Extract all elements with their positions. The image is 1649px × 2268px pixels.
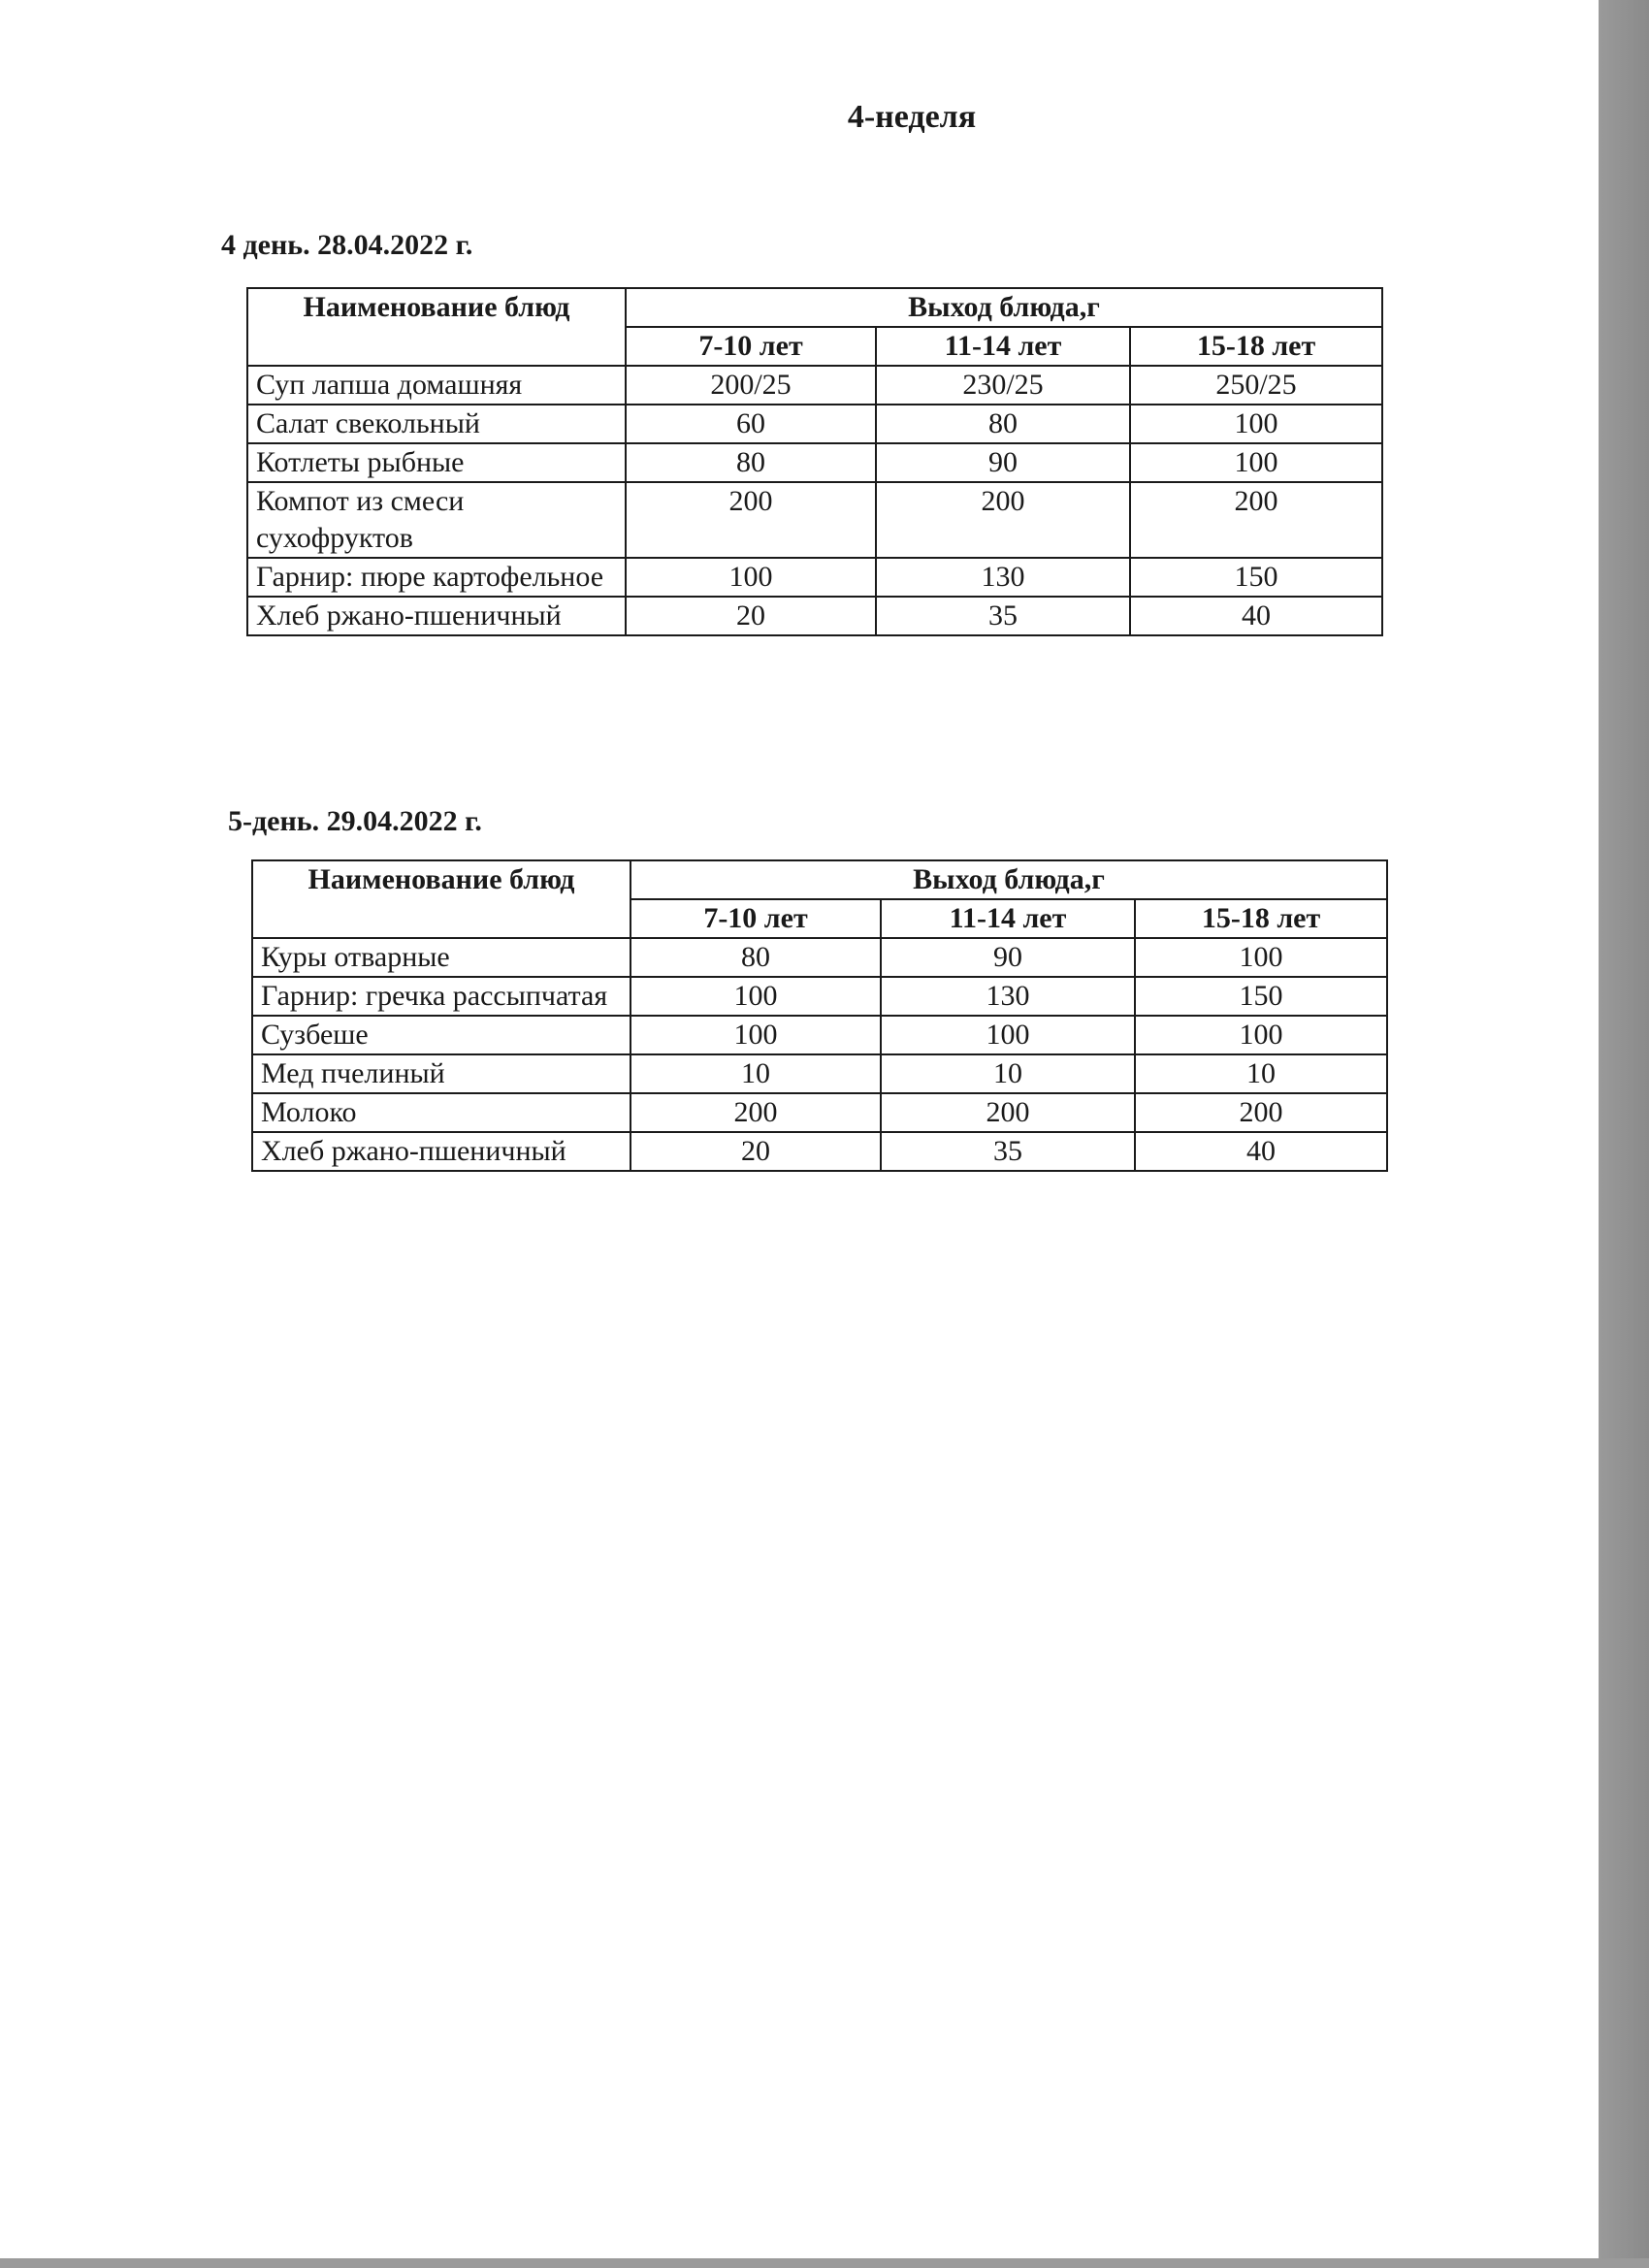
yield-7-10: 60 [626,405,876,443]
week-title: 4-неделя [847,99,977,135]
yield-15-18: 40 [1130,597,1382,635]
table-row [252,977,1387,1016]
day4-menu-table [246,287,1383,636]
scan-border-right [1599,0,1649,2268]
yield-7-10: 200/25 [626,366,876,405]
dish-name: Мед пчелиный [252,1054,630,1093]
dish-name: Гарнир: пюре картофельное [247,558,626,597]
yield-11-14: 90 [876,443,1130,482]
dish-name: Сузбеше [252,1016,630,1054]
table-row [247,366,1382,405]
table-header-row [252,860,1387,899]
yield-7-10: 100 [630,1016,881,1054]
yield-7-10: 100 [626,558,876,597]
yield-7-10: 80 [630,938,881,977]
yield-11-14: 130 [881,977,1135,1016]
dish-name: Салат свекольный [247,405,626,443]
yield-11-14: 35 [876,597,1130,635]
yield-15-18: 200 [1130,482,1382,558]
yield-11-14: 10 [881,1054,1135,1093]
dish-name-header: Наименование блюд [247,288,626,366]
scan-border-bottom [0,2258,1649,2268]
yield-11-14: 200 [881,1093,1135,1132]
yield-15-18: 100 [1130,443,1382,482]
age-15-18-header: 15-18 лет [1135,899,1387,938]
dish-name: Суп лапша домашняя [247,366,626,405]
table-row [247,597,1382,635]
yield-7-10: 200 [630,1093,881,1132]
day5-menu-table [251,859,1388,1172]
dish-name: Гарнир: гречка рассыпчатая [252,977,630,1016]
yield-7-10: 80 [626,443,876,482]
yield-11-14: 200 [876,482,1130,558]
yield-15-18: 150 [1130,558,1382,597]
yield-11-14: 80 [876,405,1130,443]
yield-11-14: 35 [881,1132,1135,1171]
dish-name: Куры отварные [252,938,630,977]
yield-11-14: 130 [876,558,1130,597]
yield-7-10: 20 [630,1132,881,1171]
age-7-10-header: 7-10 лет [630,899,881,938]
dish-name-header: Наименование блюд [252,860,630,938]
yield-7-10: 200 [626,482,876,558]
table-row [247,482,1382,558]
age-11-14-header: 11-14 лет [881,899,1135,938]
yield-15-18: 40 [1135,1132,1387,1171]
yield-15-18: 100 [1135,1016,1387,1054]
age-7-10-header: 7-10 лет [626,327,876,366]
dish-name: Молоко [252,1093,630,1132]
age-15-18-header: 15-18 лет [1130,327,1382,366]
day4-heading: 4 день. 28.04.2022 г. [221,229,473,261]
yield-header: Выход блюда,г [626,288,1382,327]
yield-15-18: 150 [1135,977,1387,1016]
yield-7-10: 20 [626,597,876,635]
day5-heading: 5-день. 29.04.2022 г. [228,805,482,837]
table-row [252,938,1387,977]
table-row [252,1016,1387,1054]
table-row [247,443,1382,482]
dish-name: Хлеб ржано-пшеничный [252,1132,630,1171]
yield-15-18: 100 [1130,405,1382,443]
dish-name: Хлеб ржано-пшеничный [247,597,626,635]
yield-11-14: 90 [881,938,1135,977]
yield-11-14: 100 [881,1016,1135,1054]
dish-name: Компот из смеси сухофруктов [247,482,626,558]
table-row [247,405,1382,443]
table-header-row [247,288,1382,327]
table-row [252,1054,1387,1093]
yield-15-18: 10 [1135,1054,1387,1093]
yield-7-10: 10 [630,1054,881,1093]
yield-11-14: 230/25 [876,366,1130,405]
yield-15-18: 250/25 [1130,366,1382,405]
yield-header: Выход блюда,г [630,860,1387,899]
yield-7-10: 100 [630,977,881,1016]
table-row [252,1132,1387,1171]
dish-name: Котлеты рыбные [247,443,626,482]
yield-15-18: 200 [1135,1093,1387,1132]
age-11-14-header: 11-14 лет [876,327,1130,366]
table-row [247,558,1382,597]
table-row [252,1093,1387,1132]
yield-15-18: 100 [1135,938,1387,977]
